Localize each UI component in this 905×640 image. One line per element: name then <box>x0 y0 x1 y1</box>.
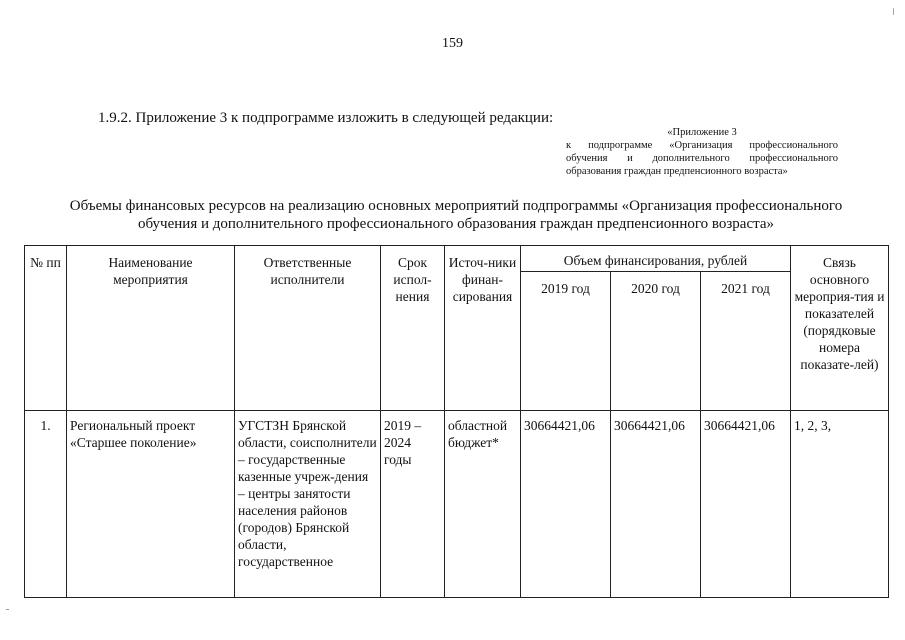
scan-mark <box>893 8 894 15</box>
header-volume: Объем финансирования, рублей <box>521 246 791 272</box>
row-num: 1. <box>25 411 67 598</box>
header-row <box>25 246 889 272</box>
row-source: областной бюджет* <box>445 411 521 598</box>
row-2021: 30664421,06 <box>701 411 791 598</box>
header-year-2020: 2020 год <box>611 272 701 411</box>
header-name: Наименование мероприятия <box>67 246 235 411</box>
row-2019: 30664421,06 <box>521 411 611 598</box>
financing-table <box>24 245 889 598</box>
page-number: 159 <box>442 36 463 51</box>
table-heading <box>40 197 872 233</box>
header-responsible: Ответственные исполнители <box>235 246 381 411</box>
appendix-caption <box>566 126 838 178</box>
row-term: 2019 – 2024 годы <box>381 411 445 598</box>
header-year-2019: 2019 год <box>521 272 611 411</box>
appendix-line: образования граждан предпенсионного возраста» <box>566 166 788 177</box>
table-row <box>25 411 889 598</box>
header-link: Связь основного мероприя-тия и показателей (порядковые номера показате-лей) <box>791 246 889 411</box>
intro-paragraph: 1.9.2. Приложение 3 к подпрограмме изложить в следующей редакции: <box>98 110 554 126</box>
header-num: № пп <box>25 246 67 411</box>
appendix-line: обучения и дополнительного профессионального <box>566 153 838 164</box>
heading-line: обучения и дополнительного профессионального образования граждан предпенсионного возраста» <box>138 216 774 232</box>
row-responsible: УГСТЗН Брянской области, соисполнители – государственные казенные учреж-дения – центры занятости населения районов (городов) Брянской области, государственное <box>235 411 381 598</box>
row-link: 1, 2, 3, <box>791 411 889 598</box>
header-term: Срок испол-нения <box>381 246 445 411</box>
appendix-line: к подпрограмме «Организация профессионального <box>566 140 838 151</box>
heading-line: Объемы финансовых ресурсов на реализацию основных мероприятий подпрограммы «Организация профессионального <box>69 198 843 214</box>
header-year-2021: 2021 год <box>701 272 791 411</box>
row-name: Региональный проект «Старшее поколение» <box>67 411 235 598</box>
row-2020: 30664421,06 <box>611 411 701 598</box>
appendix-title: «Приложение 3 <box>667 127 737 138</box>
scan-mark <box>6 609 9 610</box>
header-source: Источ-ники финан-сирования <box>445 246 521 411</box>
